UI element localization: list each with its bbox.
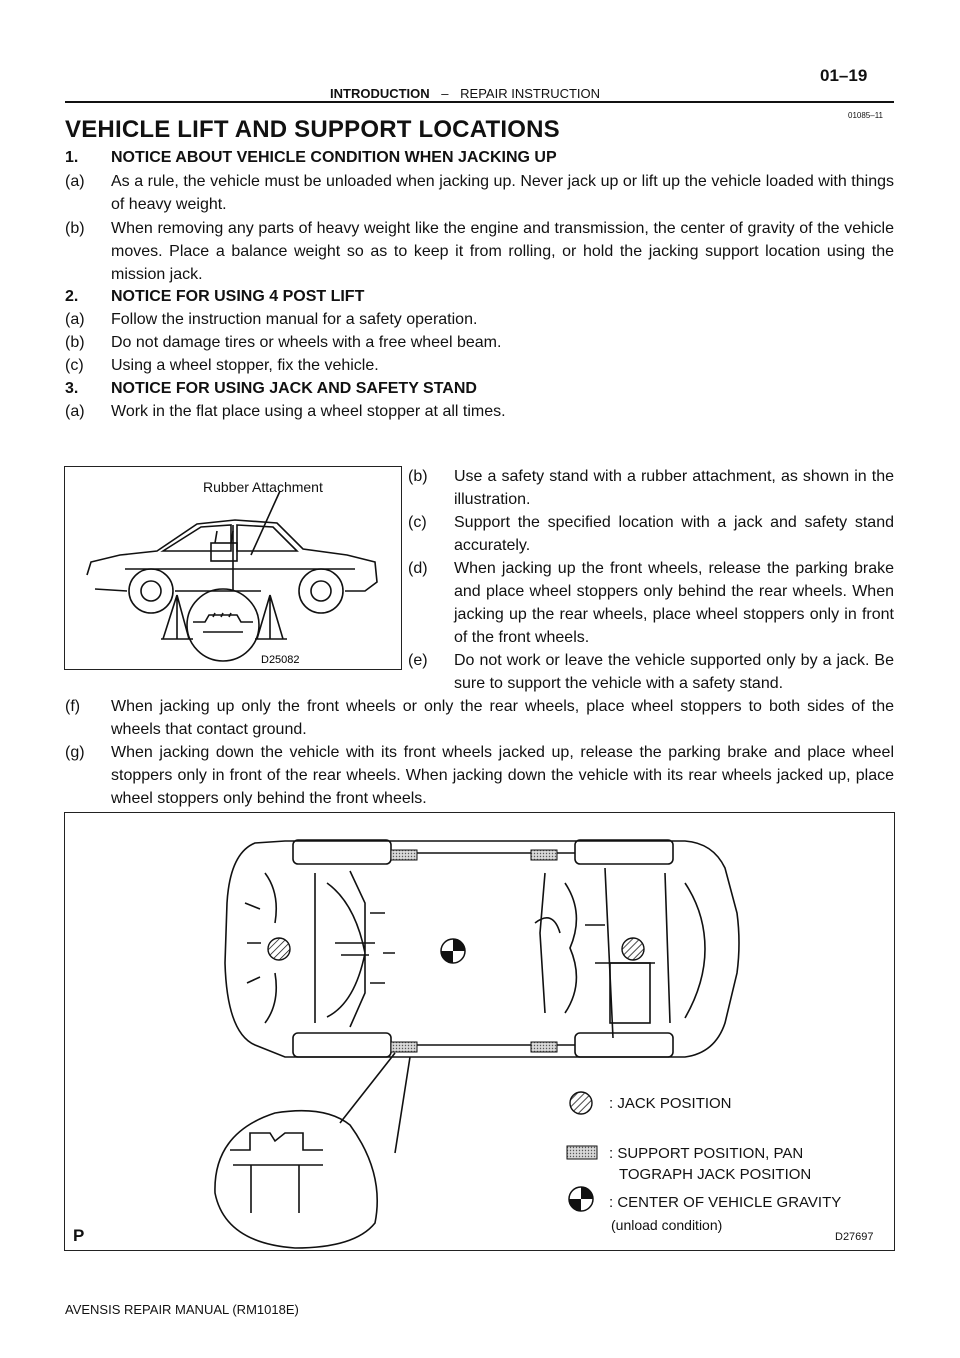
s1-b-label: (b) (65, 220, 85, 237)
figure-safety-stand (64, 466, 402, 670)
s1-heading: NOTICE ABOUT VEHICLE CONDITION WHEN JACKING UP (111, 149, 557, 166)
s2-c-text: Using a wheel stopper, fix the vehicle. (111, 357, 379, 374)
s3-num: 3. (65, 380, 79, 397)
figure-underbody (64, 812, 895, 1251)
car-on-stands-illustration (65, 467, 401, 669)
header-section: INTRODUCTION (330, 86, 430, 101)
s3-e-text: Do not work or leave the vehicle supported only by a jack. Be sure to support the vehicle with a safety stand. (454, 652, 894, 692)
s3-g-label: (g) (65, 744, 85, 761)
s3-d-label: (d) (408, 560, 428, 577)
support-position (531, 1042, 557, 1052)
doc-id: 01085–11 (848, 111, 883, 120)
support-position (531, 850, 557, 860)
legend-jack-label: : JACK POSITION (609, 1095, 732, 1112)
jack-position-rear (622, 938, 644, 960)
s3-heading: NOTICE FOR USING JACK AND SAFETY STAND (111, 380, 477, 397)
legend-cog-icon (569, 1187, 593, 1211)
header-subsection: REPAIR INSTRUCTION (460, 86, 601, 101)
s3-e-label: (e) (408, 652, 428, 669)
fig2-code: D27697 (835, 1231, 874, 1243)
legend-jack-icon (570, 1092, 592, 1114)
s1-a-label: (a) (65, 173, 85, 190)
page-number: 01–19 (820, 66, 868, 85)
running-header (330, 86, 600, 101)
header-separator: – (441, 86, 449, 101)
center-of-gravity-icon (441, 939, 465, 963)
s2-num: 2. (65, 288, 79, 305)
s2-b-label: (b) (65, 334, 85, 351)
s2-b-text: Do not damage tires or wheels with a free wheel beam. (111, 334, 502, 351)
s1-a-text: As a rule, the vehicle must be unloaded when jacking up. Never jack up or lift up the vehicle loaded with things of heavy weight. (111, 173, 894, 213)
page-title: VEHICLE LIFT AND SUPPORT LOCATIONS (65, 116, 560, 143)
s3-a-text: Work in the flat place using a wheel stopper at all times. (111, 403, 506, 420)
s3-b-label: (b) (408, 468, 428, 485)
legend-cog-label: : CENTER OF VEHICLE GRAVITY (609, 1194, 842, 1211)
s2-a-label: (a) (65, 311, 85, 328)
s3-d-text: When jacking up the front wheels, release the parking brake and place wheel stoppers only behind the rear wheels. When jacking up the rear wheels, place wheel stoppers only in front of the front wheels. (454, 560, 894, 646)
s2-heading: NOTICE FOR USING 4 POST LIFT (111, 288, 365, 305)
s3-c-label: (c) (408, 514, 427, 531)
s3-f-label: (f) (65, 698, 81, 715)
s3-f-text: When jacking up only the front wheels or only the rear wheels, place wheel stoppers to both sides of the wheels that contact ground. (111, 698, 894, 738)
header-rule (65, 101, 894, 103)
legend-support-label-1: : SUPPORT POSITION, PAN (609, 1145, 804, 1162)
fig1-code: D25082 (261, 654, 300, 666)
s3-b-text: Use a safety stand with a rubber attachment, as shown in the illustration. (454, 468, 894, 508)
s3-c-text: Support the specified location with a jack and safety stand accurately. (454, 514, 894, 554)
legend-cog-note: (unload condition) (611, 1217, 723, 1233)
s3-g-text: When jacking down the vehicle with its front wheels jacked up, release the parking brake and place wheel stoppers only in front of the rear wheels. When jacking down the vehicle with its rear wheels jacked up, place wheel stoppers only behind the front wheels. (111, 744, 894, 807)
s1-num: 1. (65, 149, 79, 166)
support-position (391, 850, 417, 860)
footer: AVENSIS REPAIR MANUAL (RM1018E) (65, 1302, 299, 1317)
support-position (391, 1042, 417, 1052)
fig2-mark: P (73, 1226, 85, 1245)
legend-support-label-2: TOGRAPH JACK POSITION (619, 1166, 812, 1183)
fig1-label: Rubber Attachment (203, 479, 323, 495)
s1-b-text: When removing any parts of heavy weight like the engine and transmission, the center of gravity of the vehicle moves. Place a balance weight so as to keep it from rolling, or hold the jacking support location using the mission jack. (111, 220, 894, 283)
underbody-illustration (65, 813, 894, 1250)
jack-position-front (268, 938, 290, 960)
s2-c-label: (c) (65, 357, 84, 374)
legend-support-icon (567, 1146, 597, 1159)
s3-a-label: (a) (65, 403, 85, 420)
s2-a-text: Follow the instruction manual for a safety operation. (111, 311, 478, 328)
